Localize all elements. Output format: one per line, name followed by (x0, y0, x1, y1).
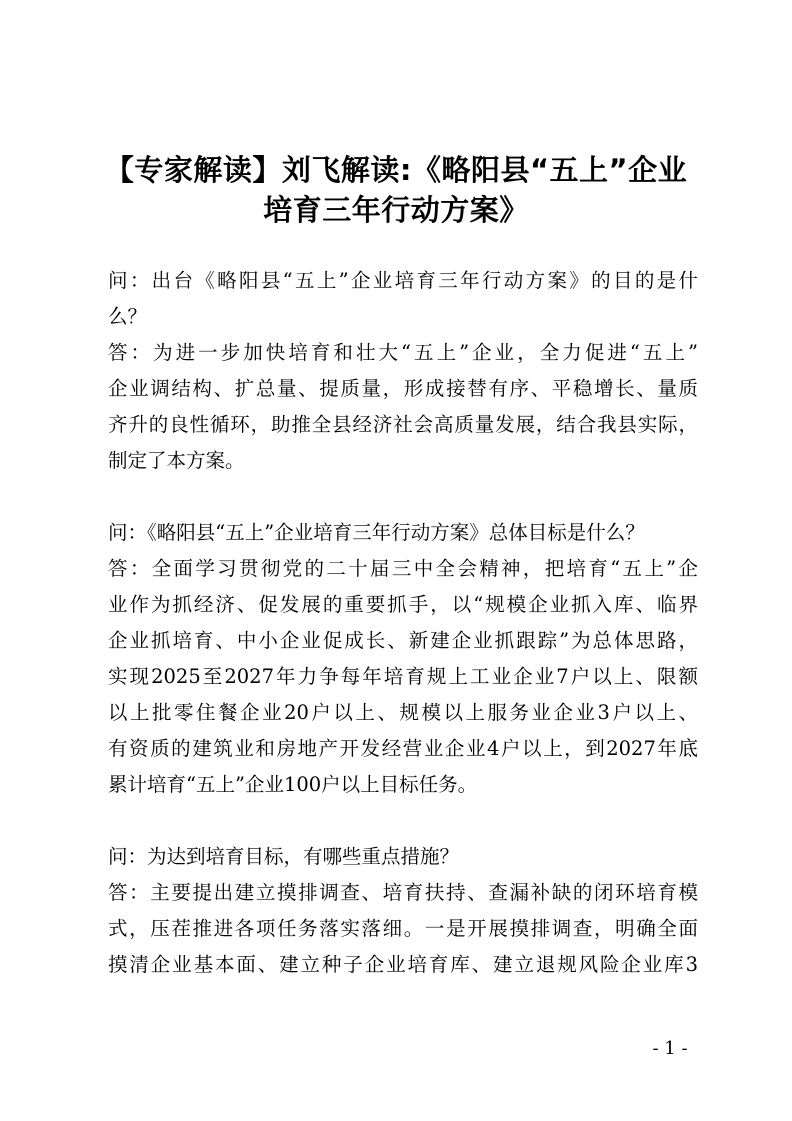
answer-2-line-6: 有资质的建筑业和房地产开发经营业企业4户以上，到2027年底 (108, 737, 698, 760)
answer-2-line-3: 企业抓培育、中小企业促成长、新建企业抓跟踪”为总体思路， (108, 629, 698, 652)
answer-3-line-3: 摸清企业基本面、建立种子企业培育库、建立退规风险企业库3 (108, 953, 698, 976)
answer-2-line-1: 答：全面学习贯彻党的二十届三中全会精神，把培育“五上”企 (108, 557, 698, 580)
answer-3-line-1: 答：主要提出建立摸排调查、培育扶持、查漏补缺的闭环培育模 (108, 881, 698, 904)
document-title-line-2: 培育三年行动方案》 (263, 193, 529, 227)
answer-2-line-2: 业作为抓经济、促发展的重要抓手，以“规模企业抓入库、临界 (108, 593, 698, 616)
answer-1-line-1: 答：为进一步加快培育和壮大“五上”企业，全力促进“五上” (108, 341, 698, 364)
answer-1-line-3: 齐升的良性循环，助推全县经济社会高质量发展，结合我县实际， (108, 413, 698, 436)
question-2-line-1: 问：《略阳县“五上”企业培育三年行动方案》总体目标是什么？ (108, 521, 645, 544)
answer-2-line-4: 实现2025至2027年力争每年培育规上工业企业7户以上、限额 (108, 665, 698, 688)
document-title (96, 150, 696, 230)
answer-2-line-7: 累计培育“五上”企业100户以上目标任务。 (108, 773, 478, 796)
question-1-line-1: 问：出台《略阳县“五上”企业培育三年行动方案》的目的是什 (108, 269, 698, 292)
paragraph-gap (108, 803, 698, 839)
answer-1-line-2: 企业调结构、扩总量、提质量，形成接替有序、平稳增长、量质 (108, 377, 698, 400)
paragraph-gap (108, 479, 698, 515)
page-number: - 1 - (652, 1038, 688, 1059)
question-1-line-2: 么？ (108, 305, 148, 328)
answer-1-line-4: 制定了本方案。 (108, 449, 245, 472)
document-body (108, 263, 698, 983)
answer-3-line-2: 式，压茬推进各项任务落实落细。一是开展摸排调查，明确全面 (108, 917, 698, 940)
question-3-line-1: 问：为达到培育目标，有哪些重点措施？ (108, 845, 460, 868)
answer-2-line-5: 以上批零住餐企业20户以上、规模以上服务业企业3户以上、 (108, 701, 698, 724)
document-title-line-1: 【专家解读】刘飞解读:《略阳县“五上”企业 (104, 153, 688, 187)
